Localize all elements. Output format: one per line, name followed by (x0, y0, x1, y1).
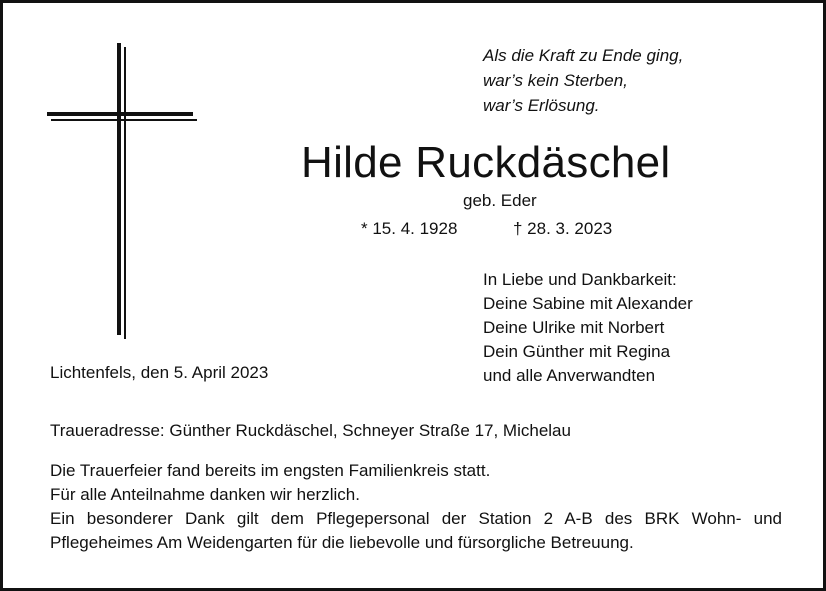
mourners-line: Deine Sabine mit Alexander (483, 294, 693, 313)
deceased-name: Hilde Ruckdäschel (301, 138, 671, 187)
cross-vertical-shadow (124, 47, 126, 339)
mourners-line: Deine Ulrike mit Norbert (483, 318, 665, 337)
quote-line: war’s Erlösung. (483, 96, 600, 115)
memorial-quote (483, 43, 683, 118)
cross-icon (47, 43, 197, 339)
cross-horizontal-shadow (51, 119, 197, 121)
mourning-address: Traueradresse: Günther Ruckdäschel, Schneyer Straße 17, Michelau (50, 421, 571, 440)
birth-date: * 15. 4. 1928 (361, 219, 458, 238)
quote-line: Als die Kraft zu Ende ging, (483, 46, 684, 65)
death-date: † 28. 3. 2023 (513, 219, 613, 238)
mourners-line: In Liebe und Dankbarkeit: (483, 270, 677, 289)
mourners-list (483, 268, 693, 388)
quote-line: war’s kein Sterben, (483, 71, 628, 90)
notice-line: Pflegeheimes Am Weidengarten für die liebevolle und fürsorgliche Betreuung. (50, 533, 634, 552)
notice-line: Ein besonderer Dank gilt dem Pflegepersonal der Station 2 A-B des BRK Wohn- und (50, 509, 782, 528)
notice-line: Für alle Anteilnahme danken wir herzlich. (50, 485, 360, 504)
maiden-name: geb. Eder (463, 191, 537, 210)
notice-line: Die Trauerfeier fand bereits im engsten Familienkreis statt. (50, 461, 491, 480)
place-and-date: Lichtenfels, den 5. April 2023 (50, 363, 269, 382)
cross-horizontal-bar (47, 112, 193, 116)
cross-vertical-bar (117, 43, 121, 335)
mourners-line: Dein Günther mit Regina (483, 342, 671, 361)
mourners-line: und alle Anverwandten (483, 366, 656, 385)
funeral-notice (50, 459, 782, 555)
